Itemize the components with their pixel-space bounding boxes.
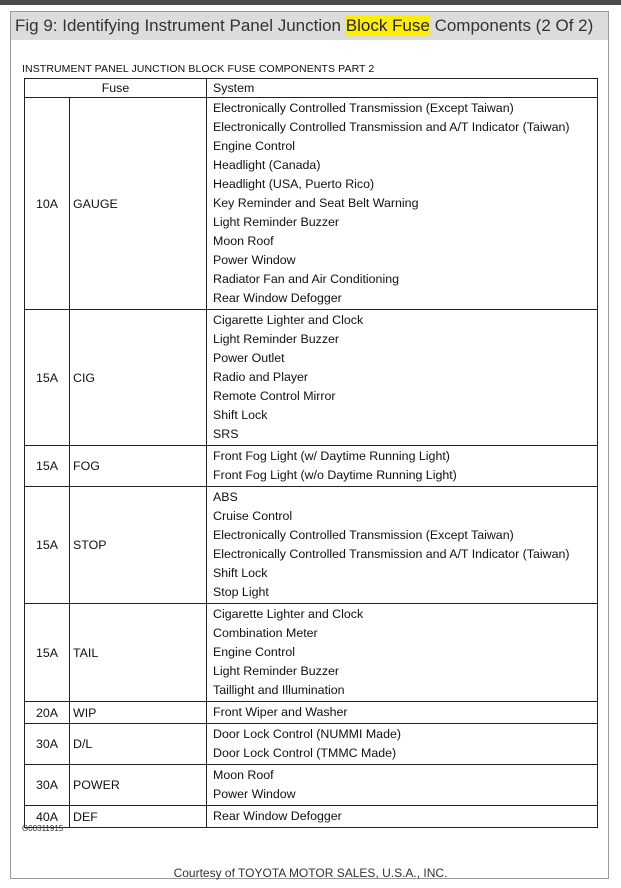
system-item: Remote Control Mirror bbox=[213, 389, 336, 403]
header-fuse: Fuse bbox=[25, 79, 207, 98]
courtesy-line: Courtesy of TOYOTA MOTOR SALES, U.S.A., INC. bbox=[173, 866, 448, 880]
figure-frame bbox=[10, 11, 609, 879]
table-row bbox=[25, 604, 598, 702]
fuse-systems bbox=[207, 765, 598, 806]
figure-header bbox=[11, 12, 608, 40]
table-header-row bbox=[25, 79, 598, 98]
system-item: Headlight (Canada) bbox=[213, 158, 321, 172]
system-item: Electronically Controlled Transmission (Except Taiwan) bbox=[213, 528, 514, 542]
system-item: Engine Control bbox=[213, 645, 295, 659]
system-item: Moon Roof bbox=[213, 234, 274, 248]
system-item: Power Window bbox=[213, 253, 296, 267]
table-caption: INSTRUMENT PANEL JUNCTION BLOCK FUSE COMPONENTS PART 2 bbox=[22, 63, 375, 75]
title-suffix: Components (2 Of 2) bbox=[429, 16, 594, 35]
system-item: Headlight (USA, Puerto Rico) bbox=[213, 177, 375, 191]
fuse-amperage: 30A bbox=[25, 724, 70, 765]
table-row bbox=[25, 724, 598, 765]
fuse-name: GAUGE bbox=[70, 98, 207, 310]
fuse-systems bbox=[207, 724, 598, 765]
system-item: Taillight and Illumination bbox=[213, 683, 345, 697]
system-item: Light Reminder Buzzer bbox=[213, 215, 340, 229]
fuse-systems bbox=[207, 446, 598, 487]
table-row bbox=[25, 446, 598, 487]
fuse-name: D/L bbox=[70, 724, 207, 765]
system-item: Rear Window Defogger bbox=[213, 291, 342, 305]
system-item: Electronically Controlled Transmission and A/T Indicator (Taiwan) bbox=[213, 547, 570, 561]
system-item: Cigarette Lighter and Clock bbox=[213, 313, 364, 327]
fuse-table-body bbox=[25, 98, 598, 828]
fuse-name: POWER bbox=[70, 765, 207, 806]
fuse-systems bbox=[207, 604, 598, 702]
fuse-amperage: 15A bbox=[25, 310, 70, 446]
system-item: Front Fog Light (w/o Daytime Running Light) bbox=[213, 468, 457, 482]
system-item: Electronically Controlled Transmission (Except Taiwan) bbox=[213, 101, 514, 115]
table-row bbox=[25, 310, 598, 446]
system-item: Door Lock Control (TMMC Made) bbox=[213, 746, 397, 760]
system-item: Power Outlet bbox=[213, 351, 285, 365]
system-item: ABS bbox=[213, 490, 238, 504]
system-item: SRS bbox=[213, 427, 239, 441]
system-item: Combination Meter bbox=[213, 626, 318, 640]
fuse-systems bbox=[207, 310, 598, 446]
table-row bbox=[25, 765, 598, 806]
fuse-amperage: 15A bbox=[25, 446, 70, 487]
header-system: System bbox=[207, 79, 598, 98]
system-item: Moon Roof bbox=[213, 768, 274, 782]
system-item: Engine Control bbox=[213, 139, 295, 153]
fuse-systems bbox=[207, 806, 598, 828]
table-row bbox=[25, 702, 598, 724]
fuse-name: WIP bbox=[70, 702, 207, 724]
table-row bbox=[25, 487, 598, 604]
system-item: Key Reminder and Seat Belt Warning bbox=[213, 196, 419, 210]
system-item: Light Reminder Buzzer bbox=[213, 664, 340, 678]
fuse-systems bbox=[207, 98, 598, 310]
fuse-name: TAIL bbox=[70, 604, 207, 702]
fuse-systems bbox=[207, 487, 598, 604]
system-item: Front Fog Light (w/ Daytime Running Light) bbox=[213, 449, 450, 463]
fuse-amperage: 15A bbox=[25, 487, 70, 604]
system-item: Power Window bbox=[213, 787, 296, 801]
fuse-table bbox=[24, 78, 598, 828]
system-item: Front Wiper and Washer bbox=[213, 705, 348, 719]
system-item: Electronically Controlled Transmission and A/T Indicator (Taiwan) bbox=[213, 120, 570, 134]
fuse-amperage: 10A bbox=[25, 98, 70, 310]
fuse-name: STOP bbox=[70, 487, 207, 604]
title-highlight: Block Fuse bbox=[345, 16, 430, 35]
fuse-amperage: 30A bbox=[25, 765, 70, 806]
fuse-amperage: 20A bbox=[25, 702, 70, 724]
figure-title bbox=[15, 16, 593, 36]
fuse-amperage: 15A bbox=[25, 604, 70, 702]
table-row bbox=[25, 806, 598, 828]
system-item: Shift Lock bbox=[213, 566, 268, 580]
system-item: Cigarette Lighter and Clock bbox=[213, 607, 364, 621]
fuse-amperage: 40A bbox=[25, 806, 70, 828]
system-item: Stop Light bbox=[213, 585, 269, 599]
system-item: Light Reminder Buzzer bbox=[213, 332, 340, 346]
top-strip bbox=[0, 0, 621, 5]
system-item: Radiator Fan and Air Conditioning bbox=[213, 272, 399, 286]
system-item: Cruise Control bbox=[213, 509, 293, 523]
figure-code: G00311915 bbox=[22, 824, 64, 833]
fuse-systems bbox=[207, 702, 598, 724]
fuse-name: DEF bbox=[70, 806, 207, 828]
system-item: Door Lock Control (NUMMI Made) bbox=[213, 727, 401, 741]
table-row bbox=[25, 98, 598, 310]
system-item: Shift Lock bbox=[213, 408, 268, 422]
title-prefix: Fig 9: Identifying Instrument Panel Junction bbox=[15, 16, 346, 35]
system-item: Rear Window Defogger bbox=[213, 809, 342, 823]
fuse-name: CIG bbox=[70, 310, 207, 446]
system-item: Radio and Player bbox=[213, 370, 309, 384]
fuse-name: FOG bbox=[70, 446, 207, 487]
